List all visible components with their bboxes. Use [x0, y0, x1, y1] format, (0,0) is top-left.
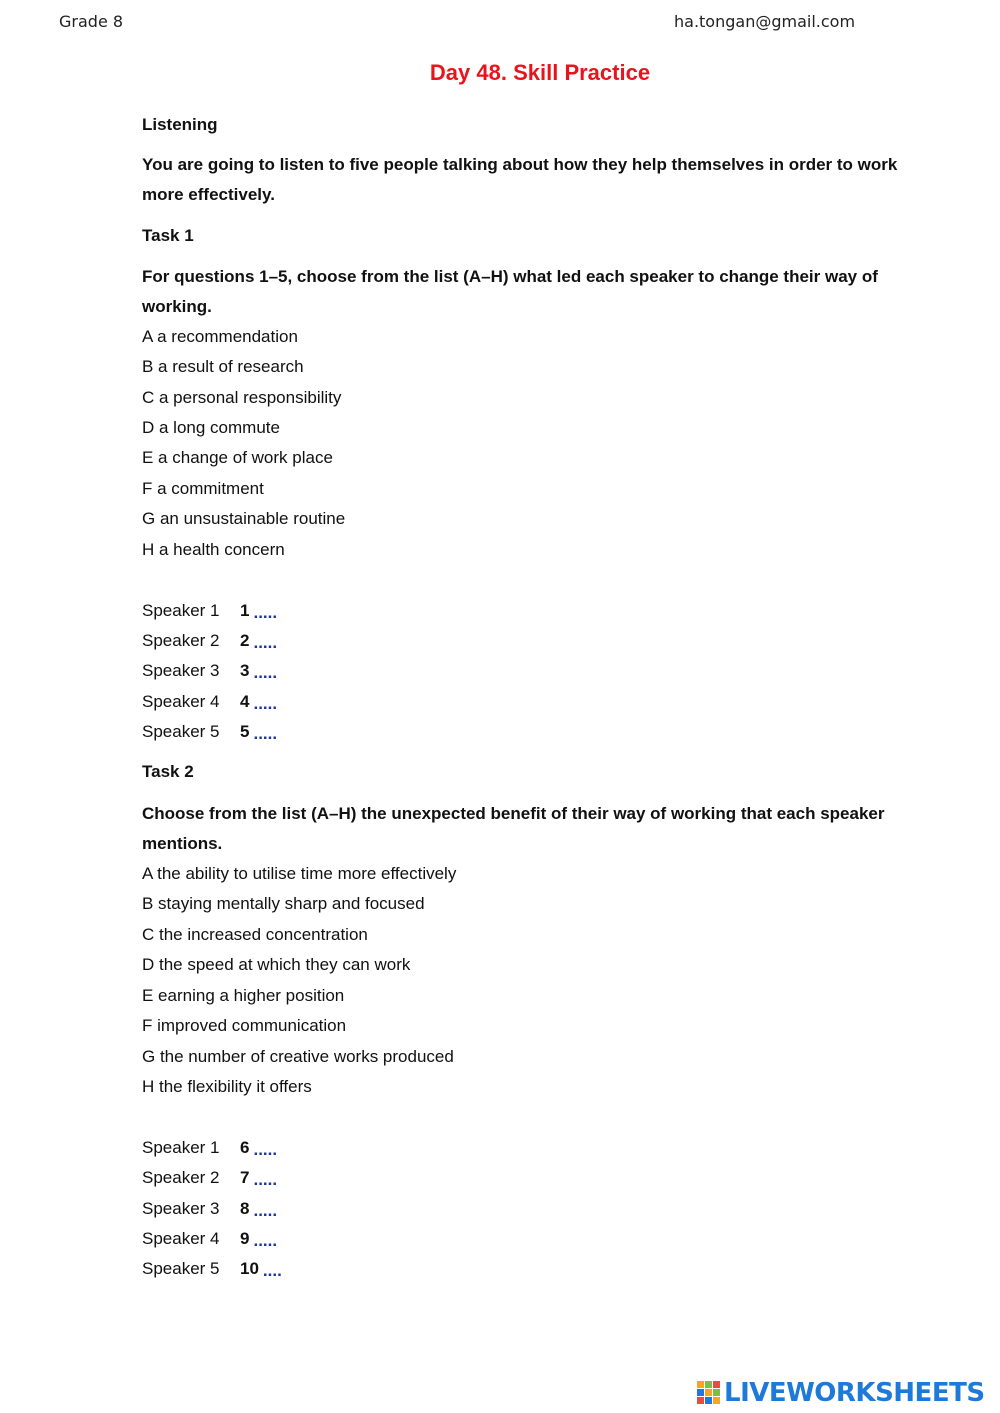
question-number: 9 — [240, 1229, 250, 1248]
speaker-label: Speaker 5 — [142, 1259, 220, 1278]
intro-line-2: more effectively. — [142, 185, 275, 204]
question-number: 5 — [240, 722, 250, 741]
task1-instruction-line-1: For questions 1–5, choose from the list (A–H) what led each speaker to change their way of — [142, 267, 878, 286]
page-title: Day 48. Skill Practice — [429, 60, 651, 85]
task1-instruction-line-2: working. — [142, 297, 212, 316]
liveworksheets-logo-icon — [697, 1381, 721, 1405]
answer-blank-6[interactable]: ..... — [253, 1140, 278, 1159]
task1-option-c: C a personal responsibility — [142, 388, 342, 407]
liveworksheets-logo — [697, 1377, 985, 1409]
header-email: ha.tongan@gmail.com — [674, 12, 856, 31]
task1-answer-row — [142, 601, 277, 621]
task2-answer-row — [142, 1229, 277, 1249]
speaker-label: Speaker 3 — [142, 661, 220, 680]
speaker-label: Speaker 5 — [142, 722, 220, 741]
task2-option-e: E earning a higher position — [142, 986, 345, 1005]
task1-option-h: H a health concern — [142, 540, 285, 559]
task1-option-f: F a commitment — [142, 479, 264, 498]
question-number: 1 — [240, 601, 250, 620]
question-number: 4 — [240, 692, 250, 711]
answer-blank-3[interactable]: ..... — [253, 663, 278, 682]
liveworksheets-logo-text: LIVEWORKSHEETS — [724, 1378, 985, 1408]
task2-heading: Task 2 — [142, 762, 194, 781]
task2-answer-row — [142, 1168, 277, 1188]
answer-blank-1[interactable]: ..... — [253, 603, 278, 622]
answer-blank-5[interactable]: ..... — [253, 724, 278, 743]
answer-blank-7[interactable]: ..... — [253, 1170, 278, 1189]
speaker-label: Speaker 3 — [142, 1199, 220, 1218]
task1-heading: Task 1 — [142, 226, 194, 245]
intro-line-1: You are going to listen to five people talking about how they help themselves in order to work — [142, 155, 898, 174]
task1-answer-row — [142, 692, 277, 712]
task2-option-b: B staying mentally sharp and focused — [142, 894, 425, 913]
answer-blank-9[interactable]: ..... — [253, 1231, 278, 1250]
speaker-label: Speaker 4 — [142, 1229, 220, 1248]
task1-option-g: G an unsustainable routine — [142, 509, 346, 528]
answer-blank-4[interactable]: ..... — [253, 694, 278, 713]
question-number: 6 — [240, 1138, 250, 1157]
question-number: 3 — [240, 661, 250, 680]
task1-answer-row — [142, 722, 277, 742]
question-number: 10 — [240, 1259, 259, 1278]
speaker-label: Speaker 1 — [142, 601, 220, 620]
task2-instruction-line-2: mentions. — [142, 834, 223, 853]
task2-answer-row — [142, 1259, 282, 1279]
speaker-label: Speaker 2 — [142, 1168, 220, 1187]
speaker-label: Speaker 2 — [142, 631, 220, 650]
task1-answer-row — [142, 631, 277, 651]
question-number: 2 — [240, 631, 250, 650]
task2-option-c: C the increased concentration — [142, 925, 368, 944]
task2-option-d: D the speed at which they can work — [142, 955, 411, 974]
task1-option-a: A a recommendation — [142, 327, 298, 346]
question-number: 7 — [240, 1168, 250, 1187]
answer-blank-10[interactable]: .... — [262, 1261, 282, 1280]
answer-blank-8[interactable]: ..... — [253, 1201, 278, 1220]
task2-answer-row — [142, 1138, 277, 1158]
task2-option-f: F improved communication — [142, 1016, 347, 1035]
answer-blank-2[interactable]: ..... — [253, 633, 278, 652]
speaker-label: Speaker 1 — [142, 1138, 220, 1157]
task1-option-d: D a long commute — [142, 418, 280, 437]
task1-answer-row — [142, 661, 277, 681]
task2-option-h: H the flexibility it offers — [142, 1077, 312, 1096]
question-number: 8 — [240, 1199, 250, 1218]
task2-answer-row — [142, 1199, 277, 1219]
task1-option-b: B a result of research — [142, 357, 304, 376]
task2-option-a: A the ability to utilise time more effectively — [142, 864, 457, 883]
speaker-label: Speaker 4 — [142, 692, 220, 711]
task2-option-g: G the number of creative works produced — [142, 1047, 454, 1066]
task2-instruction-line-1: Choose from the list (A–H) the unexpected benefit of their way of working that each speaker — [142, 804, 885, 823]
section-heading-listening: Listening — [142, 115, 218, 134]
header-grade: Grade 8 — [59, 12, 124, 31]
task1-option-e: E a change of work place — [142, 448, 333, 467]
